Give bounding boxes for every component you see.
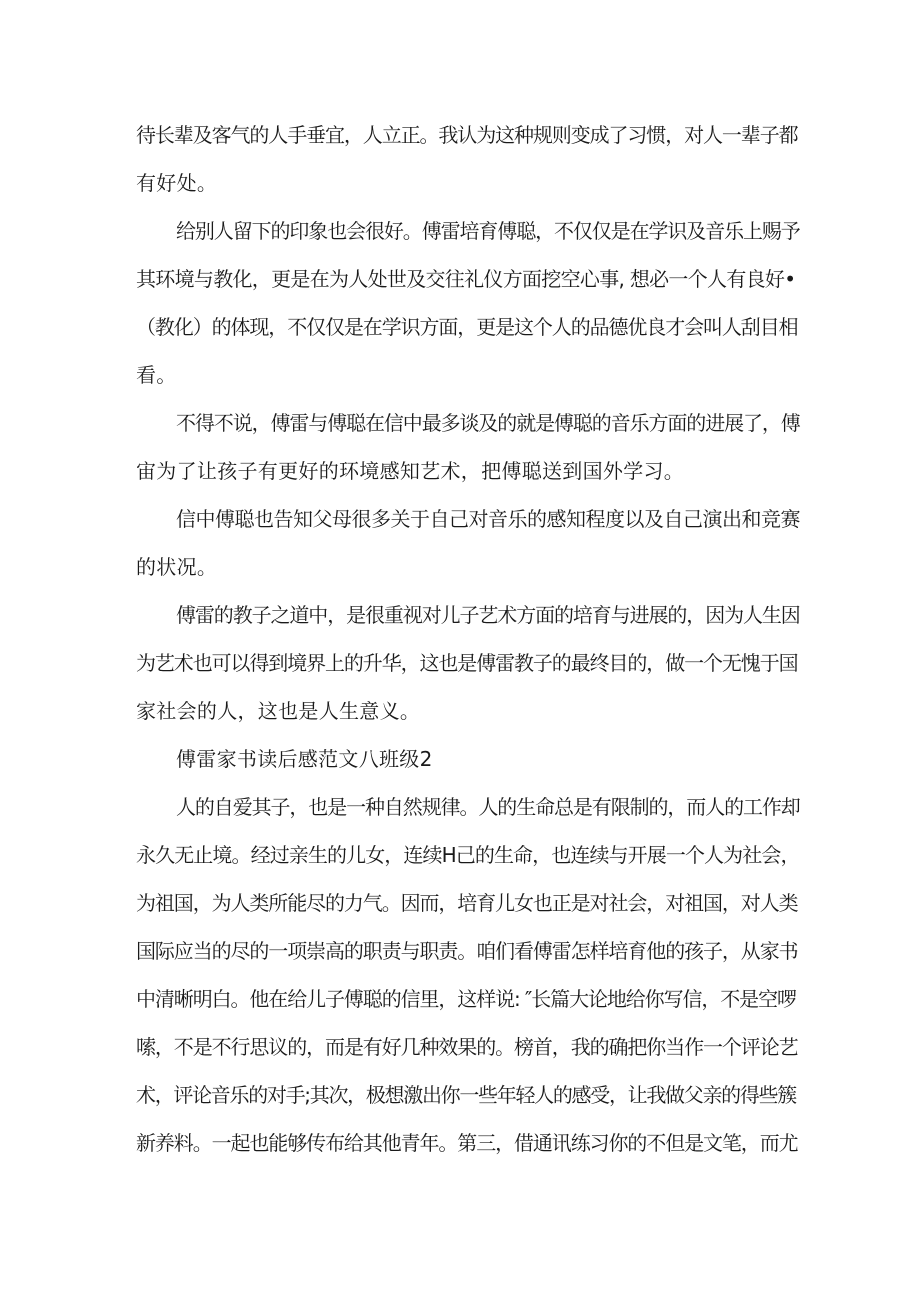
text-line: 永久无止境。经过亲生的儿女，连续H己的生命，也连续与开展一个人为社会， <box>136 843 800 867</box>
text-line: 待长辈及客气的人手垂宜，人立正。我认为这种规则变成了习惯，对人一辈子都 <box>136 123 798 147</box>
text-line: 其环境与教化，更是在为人处世及交往礼仪方面挖空心事, 想必一个人有良好• <box>136 267 796 291</box>
text-line: 人的自爱其子，也是一种自然规律。人的生命总是有限制的，而人的工作却 <box>176 795 800 819</box>
text-line: 家社会的人，这也是人生意义。 <box>136 699 421 723</box>
text-line: 嗦，不是不行思议的，而是有好几种效果的。榜首，我的确把你当作一个评论艺 <box>136 1035 798 1059</box>
section-heading: 傅雷家书读后感范文八班级2 <box>176 747 433 771</box>
text-line: 中清晰明白。他在给儿子傅聪的信里，这样说: ″长篇大论地给你写信，不是空啰 <box>136 987 796 1011</box>
text-line: 看。 <box>136 363 177 387</box>
text-line: 有好处。 <box>136 171 218 195</box>
text-line: 信中傅聪也告知父母很多关于自己对音乐的感知程度以及自己演出和竞赛 <box>176 507 800 531</box>
text-line: 为艺术也可以得到境界上的升华，这也是傅雷教子的最终目的，做一个无愧于国 <box>136 651 798 675</box>
text-line: 为祖国，为人类所能尽的力气。因而，培育儿女也正是对社会，对祖国，对人类 <box>136 891 798 915</box>
text-line: 的状况。 <box>136 555 218 579</box>
text-line: 不得不说，傅雷与傅聪在信中最多谈及的就是傅聪的音乐方面的进展了，傅 <box>176 411 800 435</box>
text-line: （教化）的体现，不仅仅是在学识方面，更是这个人的品德优良才会叫人刮目相 <box>136 315 798 339</box>
text-line: 给别人留下的印象也会很好。傅雷培育傅聪，不仅仅是在学识及音乐上赐予 <box>176 219 800 243</box>
text-line: 术，评论音乐的对手;其次，极想激出你一些年轻人的感受，让我做父亲的得些簇 <box>136 1083 796 1107</box>
text-line: 国际应当的尽的一项崇高的职责与职责。咱们看傅雷怎样培育他的孩子，从家书 <box>136 939 798 963</box>
text-line: 新养料。一起也能够传布给其他青年。第三，借通讯练习你的不但是文笔，而尤 <box>136 1131 798 1155</box>
text-line: 宙为了让孩子有更好的环境感知艺术，把傅聪送到国外学习。 <box>136 459 685 483</box>
text-line: 傅雷的教子之道中，是很重视对儿子艺术方面的培育与进展的，因为人生因 <box>176 603 800 627</box>
